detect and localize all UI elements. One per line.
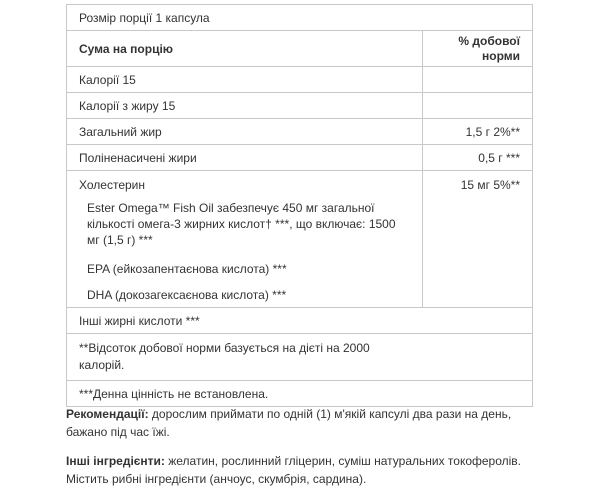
recommendations-paragraph [66,405,536,441]
header-row [67,31,533,67]
nutrient-value [423,93,533,119]
amount-per-serving-header: Сума на порцію [67,31,423,67]
nutrient-value-cholesterol: 15 мг 5%** [423,171,533,308]
dha-text: DHA (докозагексаєнова кислота) *** [87,288,287,302]
daily-value-header-line1: % добової [458,33,521,48]
footnote-not-established-row [67,381,533,407]
footnote-dv-row [67,334,533,381]
other-fatty-acids-text: Інші жирні кислоти *** [67,308,533,334]
nutrient-label-cholesterol: Холестерин [79,178,145,192]
nutrient-label: Поліненасичені жири [67,145,423,171]
ingredients-text: желатин, рослинний гліцерин, суміш натуральних токоферолів. Містить рибні інгредієнти (анчоус, скумбрія, сардина). [66,454,522,486]
nutrient-label: Загальний жир [67,119,423,145]
nutrient-row-polyunsaturated [67,145,533,171]
other-fatty-acids-row [67,308,533,334]
recommendations-label: Рекомендації: [66,407,149,421]
recommendations-text: дорослим приймати по одній (1) м'якій капсулі два рази на день, бажано під час їжі. [66,407,512,439]
nutrient-group-cholesterol-omega [67,171,533,308]
nutrient-label: Калорії 15 [67,67,423,93]
omega-intro-text: Ester Omega™ Fish Oil забезпечує 450 мг загальної кількості омега-3 жирних кислот† ***, що включає: 1500 мг (1,5 г) *** [87,201,396,247]
nutrient-label: Калорії з жиру 15 [67,93,423,119]
daily-value-header [423,31,533,67]
nutrient-row-total-fat [67,119,533,145]
serving-size-row [67,5,533,31]
ingredients-paragraph [66,452,536,488]
serving-size-text: Розмір порції 1 капсула [67,5,533,31]
daily-value-header-line2: норми [482,48,521,63]
footnote-dv-cell [67,334,533,381]
cholesterol-omega-cell [67,171,423,308]
nutrient-value: 0,5 г *** [423,145,533,171]
footnote-dv-text: **Відсоток добової норми базується на дієті на 2000 калорій. [79,341,370,372]
ingredients-label: Інші інгредієнти: [66,454,165,468]
footnote-not-established-text: ***Денна цінність не встановлена. [67,381,533,407]
nutrient-value: 1,5 г 2%** [423,119,533,145]
supplement-facts-table [66,4,533,407]
product-notes [66,405,536,499]
nutrient-row-fat-calories [67,93,533,119]
nutrient-value [423,67,533,93]
epa-text: EPA (ейкозапентаєнова кислота) *** [87,262,287,276]
nutrient-row-calories [67,67,533,93]
